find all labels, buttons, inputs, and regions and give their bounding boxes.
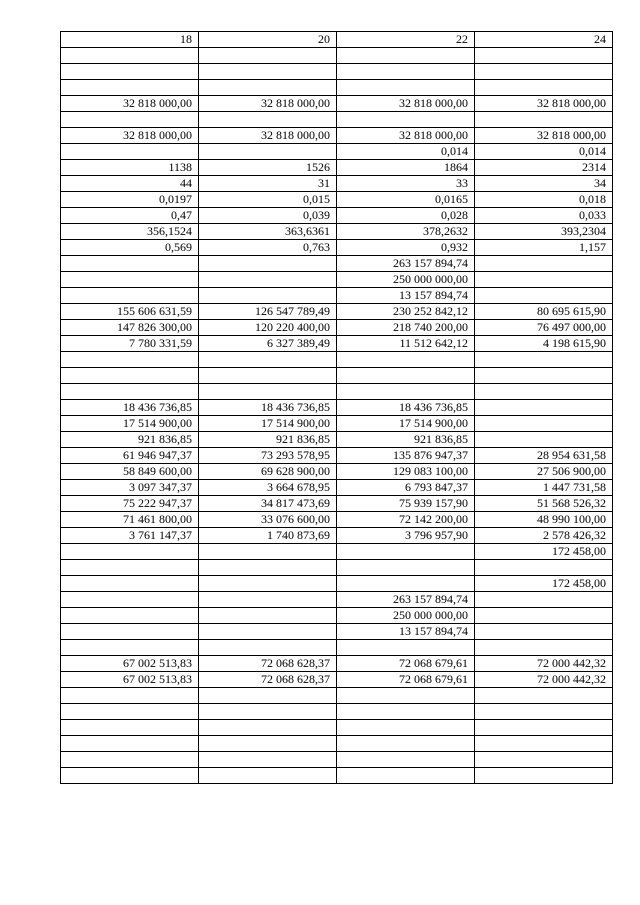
table-cell: 51 568 526,32 [475, 496, 613, 512]
table-row [61, 672, 613, 688]
table-cell: 22 [337, 32, 475, 48]
table-cell: 0,015 [199, 192, 337, 208]
table-row [61, 64, 613, 80]
table-cell: 34 817 473,69 [199, 496, 337, 512]
table-row [61, 544, 613, 560]
table-cell: 0,033 [475, 208, 613, 224]
table-cell [61, 640, 199, 656]
table-cell: 4 198 615,90 [475, 336, 613, 352]
table-cell: 72 068 679,61 [337, 656, 475, 672]
table-cell: 44 [61, 176, 199, 192]
table-cell: 356,1524 [61, 224, 199, 240]
table-cell: 73 293 578,95 [199, 448, 337, 464]
table-cell: 27 506 900,00 [475, 464, 613, 480]
table-row [61, 96, 613, 112]
table-cell [475, 288, 613, 304]
table-cell: 72 068 628,37 [199, 656, 337, 672]
table-cell [475, 112, 613, 128]
table-cell: 13 157 894,74 [337, 624, 475, 640]
table-row [61, 288, 613, 304]
table-cell [61, 256, 199, 272]
table-cell [199, 112, 337, 128]
table-cell: 155 606 631,59 [61, 304, 199, 320]
table-row [61, 336, 613, 352]
table-cell: 250 000 000,00 [337, 272, 475, 288]
table-cell: 3 796 957,90 [337, 528, 475, 544]
table-cell: 13 157 894,74 [337, 288, 475, 304]
table-cell: 76 497 000,00 [475, 320, 613, 336]
table-cell [337, 752, 475, 768]
table-row [61, 48, 613, 64]
table-cell: 147 826 300,00 [61, 320, 199, 336]
table-cell: 17 514 900,00 [61, 416, 199, 432]
table-cell: 18 [61, 32, 199, 48]
table-cell: 32 818 000,00 [475, 96, 613, 112]
table-cell: 0,47 [61, 208, 199, 224]
table-cell [475, 48, 613, 64]
table-row [61, 576, 613, 592]
table-cell: 921 836,85 [199, 432, 337, 448]
table-cell [475, 400, 613, 416]
table-cell [199, 368, 337, 384]
table-row [61, 448, 613, 464]
table-row [61, 496, 613, 512]
table-cell [61, 624, 199, 640]
table-cell [199, 592, 337, 608]
table-cell [61, 48, 199, 64]
table-cell: 0,763 [199, 240, 337, 256]
table-cell [61, 112, 199, 128]
table-cell: 921 836,85 [61, 432, 199, 448]
table-cell: 32 818 000,00 [199, 96, 337, 112]
table-cell [199, 624, 337, 640]
table-cell: 11 512 642,12 [337, 336, 475, 352]
table-row [61, 368, 613, 384]
table-cell [475, 720, 613, 736]
table-cell [61, 272, 199, 288]
table-cell: 135 876 947,37 [337, 448, 475, 464]
table-cell: 6 327 389,49 [199, 336, 337, 352]
table-cell [475, 688, 613, 704]
table-cell [337, 64, 475, 80]
table-cell: 172 458,00 [475, 576, 613, 592]
table-row [61, 256, 613, 272]
table-cell [337, 704, 475, 720]
table-cell: 75 939 157,90 [337, 496, 475, 512]
table-row [61, 720, 613, 736]
table-cell: 75 222 947,37 [61, 496, 199, 512]
table-cell [61, 560, 199, 576]
table-row [61, 272, 613, 288]
table-cell: 72 000 442,32 [475, 672, 613, 688]
table-cell: 72 142 200,00 [337, 512, 475, 528]
table-cell [475, 352, 613, 368]
table-cell [61, 352, 199, 368]
table-row [61, 736, 613, 752]
table-row [61, 384, 613, 400]
table-cell: 0,932 [337, 240, 475, 256]
table-cell: 67 002 513,83 [61, 656, 199, 672]
table-cell [475, 704, 613, 720]
table-cell [337, 560, 475, 576]
table-cell [199, 640, 337, 656]
table-cell [475, 432, 613, 448]
table-cell [199, 560, 337, 576]
table-cell: 28 954 631,58 [475, 448, 613, 464]
table-row [61, 416, 613, 432]
table-row [61, 80, 613, 96]
table-row [61, 432, 613, 448]
table-cell: 32 818 000,00 [199, 128, 337, 144]
table-cell [61, 608, 199, 624]
table-cell: 67 002 513,83 [61, 672, 199, 688]
table-row [61, 656, 613, 672]
table-cell: 71 461 800,00 [61, 512, 199, 528]
table-cell [199, 704, 337, 720]
table-cell [199, 768, 337, 784]
table-cell: 24 [475, 32, 613, 48]
table-cell: 17 514 900,00 [199, 416, 337, 432]
table-cell [61, 64, 199, 80]
table-cell [337, 384, 475, 400]
table-cell [337, 736, 475, 752]
table-cell: 6 793 847,37 [337, 480, 475, 496]
table-cell: 218 740 200,00 [337, 320, 475, 336]
table-row [61, 208, 613, 224]
table-cell [61, 80, 199, 96]
table-cell [475, 272, 613, 288]
table-cell [337, 544, 475, 560]
table-cell [337, 112, 475, 128]
table-cell: 72 000 442,32 [475, 656, 613, 672]
table-cell: 2314 [475, 160, 613, 176]
table-row [61, 128, 613, 144]
table-cell [199, 288, 337, 304]
table-cell [475, 592, 613, 608]
table-cell: 18 436 736,85 [199, 400, 337, 416]
table-cell: 0,028 [337, 208, 475, 224]
table-cell: 32 818 000,00 [337, 96, 475, 112]
table-cell [475, 560, 613, 576]
table-row [61, 768, 613, 784]
table-row [61, 320, 613, 336]
table-row [61, 240, 613, 256]
table-cell: 34 [475, 176, 613, 192]
table-cell [61, 368, 199, 384]
table-cell: 3 664 678,95 [199, 480, 337, 496]
table-cell [475, 384, 613, 400]
table-row [61, 528, 613, 544]
table-cell: 69 628 900,00 [199, 464, 337, 480]
table-cell [199, 80, 337, 96]
table-cell [337, 368, 475, 384]
table-cell: 32 818 000,00 [337, 128, 475, 144]
table-cell [61, 144, 199, 160]
table-cell: 1138 [61, 160, 199, 176]
table-row [61, 192, 613, 208]
table-cell: 1 740 873,69 [199, 528, 337, 544]
table-cell: 72 068 679,61 [337, 672, 475, 688]
table-cell [61, 384, 199, 400]
table-cell [337, 720, 475, 736]
table-cell: 32 818 000,00 [61, 96, 199, 112]
table-cell [199, 544, 337, 560]
table-cell [199, 352, 337, 368]
table-row [61, 624, 613, 640]
table-cell: 18 436 736,85 [337, 400, 475, 416]
table-cell [475, 80, 613, 96]
table-cell [475, 64, 613, 80]
table-cell: 20 [199, 32, 337, 48]
table-cell: 250 000 000,00 [337, 608, 475, 624]
table-row [61, 704, 613, 720]
table-row [61, 224, 613, 240]
table-row [61, 512, 613, 528]
table-row [61, 160, 613, 176]
table-cell [475, 368, 613, 384]
table-cell [337, 576, 475, 592]
table-cell [199, 272, 337, 288]
table-cell: 0,014 [337, 144, 475, 160]
table-cell [475, 736, 613, 752]
table-cell: 129 083 100,00 [337, 464, 475, 480]
table-cell: 921 836,85 [337, 432, 475, 448]
table-cell [199, 144, 337, 160]
table-cell: 230 252 842,12 [337, 304, 475, 320]
table-cell: 72 068 628,37 [199, 672, 337, 688]
table-row [61, 592, 613, 608]
table-cell [61, 544, 199, 560]
table-cell [475, 256, 613, 272]
table-cell: 3 097 347,37 [61, 480, 199, 496]
table-cell [475, 752, 613, 768]
table-cell [337, 80, 475, 96]
table-cell: 18 436 736,85 [61, 400, 199, 416]
table-cell [61, 288, 199, 304]
table-row [61, 304, 613, 320]
table-cell: 126 547 789,49 [199, 304, 337, 320]
table-cell: 263 157 894,74 [337, 592, 475, 608]
table-row [61, 112, 613, 128]
table-row [61, 464, 613, 480]
table-cell: 0,039 [199, 208, 337, 224]
table-cell [61, 576, 199, 592]
table-row [61, 176, 613, 192]
table-cell: 120 220 400,00 [199, 320, 337, 336]
table-cell: 48 990 100,00 [475, 512, 613, 528]
table-cell: 17 514 900,00 [337, 416, 475, 432]
table-cell [475, 624, 613, 640]
table-cell: 1526 [199, 160, 337, 176]
table-cell: 0,018 [475, 192, 613, 208]
table-cell [475, 608, 613, 624]
table-cell [199, 736, 337, 752]
table-cell: 0,0165 [337, 192, 475, 208]
table-cell: 32 818 000,00 [61, 128, 199, 144]
table-cell [475, 768, 613, 784]
table-cell: 378,2632 [337, 224, 475, 240]
table-cell [199, 256, 337, 272]
table-cell [199, 48, 337, 64]
table-cell: 31 [199, 176, 337, 192]
table-body [61, 32, 613, 784]
table-cell: 172 458,00 [475, 544, 613, 560]
table-cell: 393,2304 [475, 224, 613, 240]
table-row [61, 480, 613, 496]
table-cell: 61 946 947,37 [61, 448, 199, 464]
table-cell [61, 704, 199, 720]
table-cell [61, 720, 199, 736]
table-cell: 1864 [337, 160, 475, 176]
table-cell [61, 768, 199, 784]
table-cell: 80 695 615,90 [475, 304, 613, 320]
table-cell [61, 736, 199, 752]
table-cell: 263 157 894,74 [337, 256, 475, 272]
table-cell: 2 578 426,32 [475, 528, 613, 544]
table-row [61, 640, 613, 656]
table-row [61, 400, 613, 416]
table-cell [337, 48, 475, 64]
table-cell [199, 688, 337, 704]
table-cell [337, 640, 475, 656]
table-cell [199, 384, 337, 400]
header-row [61, 32, 613, 48]
table-cell [199, 752, 337, 768]
table-cell: 7 780 331,59 [61, 336, 199, 352]
table-row [61, 560, 613, 576]
table-cell: 33 [337, 176, 475, 192]
table-cell: 363,6361 [199, 224, 337, 240]
table-cell: 3 761 147,37 [61, 528, 199, 544]
table-cell: 1,157 [475, 240, 613, 256]
table-cell [199, 720, 337, 736]
table-cell [337, 768, 475, 784]
table-cell: 33 076 600,00 [199, 512, 337, 528]
table-cell [199, 608, 337, 624]
table-cell [199, 576, 337, 592]
table-row [61, 752, 613, 768]
table-row [61, 144, 613, 160]
table-cell [337, 352, 475, 368]
table-cell: 58 849 600,00 [61, 464, 199, 480]
table-cell [61, 592, 199, 608]
table-cell [199, 64, 337, 80]
table-cell: 1 447 731,58 [475, 480, 613, 496]
table-row [61, 608, 613, 624]
data-table [60, 31, 613, 784]
table-cell: 0,0197 [61, 192, 199, 208]
table-cell [475, 416, 613, 432]
table-row [61, 688, 613, 704]
table-cell [61, 752, 199, 768]
table-cell [337, 688, 475, 704]
table-row [61, 352, 613, 368]
table-cell: 0,014 [475, 144, 613, 160]
table-cell [61, 688, 199, 704]
table-cell: 32 818 000,00 [475, 128, 613, 144]
table-cell: 0,569 [61, 240, 199, 256]
table-cell [475, 640, 613, 656]
